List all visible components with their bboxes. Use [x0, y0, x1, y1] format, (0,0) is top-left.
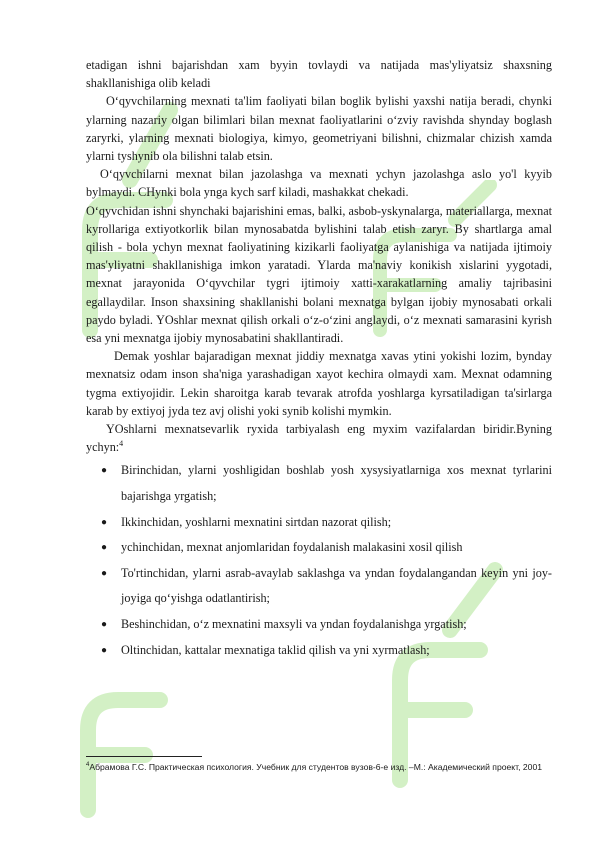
paragraph-text: YOshlarni mexnatsevarlik ryxida tarbiyalash eng myxim vazifalardan biridir.Byning ychyn: — [86, 422, 552, 455]
paragraph: Demak yoshlar bajaradigan mexnat jiddiy mexnatga xavas ytini yokishi lozim, bynday mexnatsiz odam inson sha'niga yarashadigan xayot kechira olmaydi xam. Mexnat odamning tygma extiyojidir. Lekin sharoitga karab tevarak atrofda yoshlarga kyrsatiladigan ta'sirlarga karab by extiyoj jyda tez avj olishi yoki synib kolishi mymkin. — [86, 349, 552, 418]
footnote-text: Абрамова Г.С. Практическая психология. Учебник для студентов вузов-6-е изд. –М.: Академический проект, 2001 — [89, 762, 543, 772]
list-item — [86, 561, 552, 612]
footnote-divider — [86, 756, 202, 757]
footnote-number: 4 — [86, 762, 90, 769]
list-item — [86, 535, 552, 561]
paragraph: etadigan ishni bajarishdan xam byyin tovlaydi va natijada mas'yliyatsiz shaxsning shakllanishiga olib keladi — [86, 58, 552, 91]
bullet-icon: ● — [101, 516, 108, 528]
bullet-icon: ● — [101, 567, 108, 579]
bullet-list — [86, 458, 552, 663]
watermark-logo-icon — [70, 640, 180, 820]
bullet-icon: ● — [101, 465, 108, 477]
list-item-text: Ikkinchidan, yoshlarni mexnatini sirtdan nazorat qilish; — [121, 514, 392, 529]
footnote-reference[interactable]: 4 — [119, 439, 124, 449]
list-item-text: Birinchidan, ylarni yoshligidan boshlab yosh xysysiyatlarniga xos mexnat tyrlarini bajarishga yrgatish; — [121, 463, 552, 504]
bullet-icon: ● — [101, 542, 108, 554]
paragraph: O‘qyvchilarning mexnati ta'lim faoliyati bilan boglik bylishi yaxshi natija beradi, chynki ylarning nazariy olgan bilimlari bilan mexnat faoliyatlarini o‘zviy ravishda shynday boglash zaryrki, ylarning mexnati biologiya, kimyo, geometriyani bilishni, chizmalar chizish xamda ylarni tyshynib ola bilishni talab etsin. — [86, 94, 552, 164]
document-body — [86, 56, 552, 663]
list-item-text: ychinchidan, mexnat anjomlaridan foydalanish malakasini xosil qilish — [121, 540, 463, 555]
list-item — [86, 510, 552, 536]
bullet-icon: ● — [101, 644, 108, 656]
paragraph: O‘qyvchidan ishni shynchaki bajarishini emas, balki, asbob-yskynalarga, materiallarga, mexnat kyrollariga extiyotkorlik bilan mynosabatda bylishini talab etish zaryr. By shartlarga amal qilish - bola ychyn mexnat faoliyatining kizikarli faoliyatga aylanishiga va natijada ijtimoiy mas'yliyatni shakllanishiga imkon yaratadi. Ylarda ma'naviy konikish xislarini yygotadi, mexnat jarayonida O‘qyvchilar tygri ijtimoiy xatti-xarakatlarning amaliy tajribasini egallaydilar. Inson shaxsining shakllanishi bolani mexnatga bylgan ijobiy mynosabati orkali paydo byladi. YOshlar mexnat qilish orkali o‘z-o‘zini anglaydi, o‘z mexnati samarasini kyrish esa yni mexnatga ijobiy mynosabatini shakllantiradi. — [86, 203, 552, 346]
list-item-text: Beshinchidan, o‘z mexnatini maxsyli va yndan foydalanishga yrgatish; — [121, 617, 467, 632]
list-item — [86, 612, 552, 638]
bullet-icon: ● — [101, 619, 108, 631]
list-item — [86, 638, 552, 664]
list-item — [86, 458, 552, 509]
footnote — [86, 761, 552, 773]
paragraph — [86, 420, 552, 456]
list-item-text: Oltinchidan, kattalar mexnatiga taklid qilish va yni xyrmatlash; — [121, 642, 430, 657]
paragraph: O‘qyvchilarni mexnat bilan jazolashga va mexnati ychyn jazolashga aslo yo'l kyyib bylmaydi. CHynki bola ynga kych sarf kiladi, mashakkat chekadi. — [86, 167, 552, 200]
list-item-text: To'rtinchidan, ylarni asrab-avaylab saklashga va yndan foydalangandan keyin yni joy-joyiga qo‘yishga odatlantirish; — [121, 565, 552, 606]
